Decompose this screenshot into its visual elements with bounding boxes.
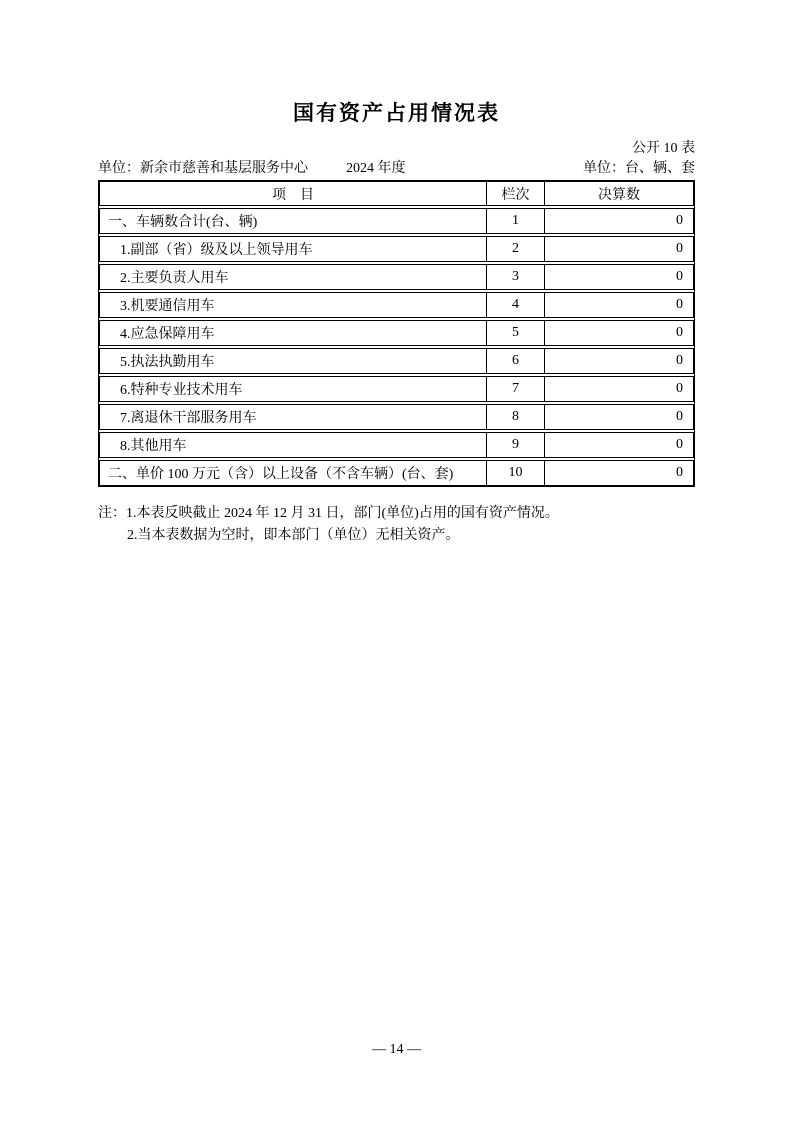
document-content [98,0,695,547]
table-row [99,236,694,262]
note-text-2: 2.当本表数据为空时，即本部门（单位）无相关资产。 [127,528,460,543]
row-item-label: 一、车辆数合计(台、辆) [100,209,487,233]
meta-left [98,160,406,177]
notes-section [98,503,695,547]
header-item: 项 目 [100,182,487,205]
row-item-label: 6.特种专业技术用车 [100,377,487,401]
row-item-label: 5.执法执勤用车 [100,349,487,373]
note-text-1: 1.本表反映截止 2024 年 12 月 31 日，部门(单位)占用的国有资产情况。 [126,506,559,521]
table-header-row [99,181,694,206]
row-column-number: 2 [487,237,545,261]
table-row [99,208,694,234]
header-column: 栏次 [487,182,545,205]
asset-table [98,180,695,487]
note-line-2 [98,525,695,547]
row-item-label: 2.主要负责人用车 [100,265,487,289]
row-value: 0 [676,213,683,228]
header-value: 决算数 [598,187,640,203]
table-row [99,404,694,430]
row-item-label: 3.机要通信用车 [100,293,487,317]
row-item-label: 4.应急保障用车 [100,321,487,345]
row-column-number: 9 [487,433,545,457]
notes-label: 注： [98,506,126,521]
row-value: 0 [676,353,683,368]
table-row [99,376,694,402]
table-row [99,348,694,374]
row-value: 0 [676,381,683,396]
form-number-label: 公开 10 表 [632,141,695,156]
fiscal-year-label: 2024 年度 [346,161,406,176]
row-value: 0 [676,465,683,480]
table-row [99,320,694,346]
row-column-number: 7 [487,377,545,401]
row-item-label: 7.离退休干部服务用车 [100,405,487,429]
row-value: 0 [676,437,683,452]
row-column-number: 10 [487,461,545,485]
row-value: 0 [676,325,683,340]
table-row [99,264,694,290]
row-value: 0 [676,241,683,256]
row-item-label: 8.其他用车 [100,433,487,457]
row-value: 0 [676,409,683,424]
meta-row [98,160,695,177]
measure-unit-label: 单位：台、辆、套 [583,161,695,176]
page-title: 国有资产占用情况表 [293,102,500,125]
row-column-number: 3 [487,265,545,289]
table-row [99,460,694,486]
row-column-number: 4 [487,293,545,317]
table-row [99,292,694,318]
row-column-number: 5 [487,321,545,345]
table-row [99,432,694,458]
row-column-number: 8 [487,405,545,429]
note-line-1 [98,503,695,525]
row-item-label: 1.副部（省）级及以上领导用车 [100,237,487,261]
row-column-number: 1 [487,209,545,233]
row-value: 0 [676,269,683,284]
row-item-label: 二、单价 100 万元（含）以上设备（不含车辆）(台、套) [100,461,487,485]
unit-name-label: 单位：新余市慈善和基层服务中心 [98,161,308,176]
page-number: — 14 — [372,1042,421,1057]
row-column-number: 6 [487,349,545,373]
row-value: 0 [676,297,683,312]
